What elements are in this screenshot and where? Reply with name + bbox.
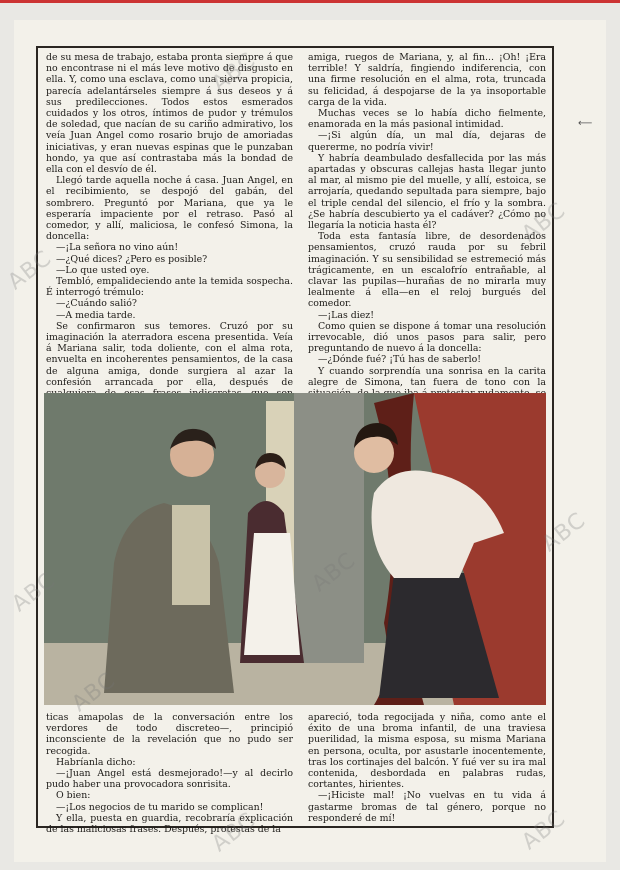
paragraph: Habríanla dicho: [56,756,136,768]
top-red-rule [0,0,620,3]
paragraph: Y ella, puesta en guardia, recobraría explicación de las maliciosas frases. Después, protestas de la [46,812,293,836]
watermark: ABC [67,667,121,718]
paragraph: apareció, toda regocijada y niña, como ante el éxito de una broma infantil, de una traviesa puerilidad, la misma esposa, su misma Mariana en persona, oculta, por asustarle inocentemente, tras los cortinajes del balcón. Y fué ver su ira mal contenida, desbordada en palabras rudas, cortantes, hirientes. [308,712,546,791]
text-column-top-right [308,52,546,392]
illus-man-vest [172,505,210,605]
dialogue-line: —¡Juan Angel está desmejorado!—y al decirlo pudo haber una provocadora sonrisita. [46,768,293,791]
paragraph: Y cuando sorprendía una sonrisa en la carita alegre de Simona, tan fuera de tono con la [308,365,546,388]
dialogue-line: —A media tarde. [56,309,136,321]
dialogue-line: —¿Dónde fué? ¡Tú has de saberlo! [318,354,482,366]
watermark: ABC [537,507,591,558]
dialogue-line: —¡Si algún día, un mal día, dejaras de quererme, no podría vivir! [308,130,546,153]
paragraph: O bien: [56,790,91,802]
dialogue-line: —¡La señora no vino aún! [56,242,179,254]
paragraph: Y habría deambulado desfallecida por las más apartadas y obscuras callejas hasta llegar junto al mar, al mismo pie del muelle, y allí, estoica, se arrojaría, quedando sepultada para siempre, bajo el triple cendal del silencio, el frío y la sombra. ¿Se habría descubierto ya el cadáver? ¿Cómo no llegaría la noticia hasta él? [308,152,546,232]
watermark: ABC [517,197,571,248]
paragraph: amiga, ruegos de Mariana, y, al fin... ¡Oh! ¡Era terrible! Y saldría, fingiendo indiferencia, con una firme resolución en el alma, rota, truncada su felicidad, á despojarse de la ya insoportable carga de la vida. [308,52,546,108]
watermark: ABC [307,547,361,598]
paragraph: ticas amapolas de la conversación entre los verdores de todo discreteo—, principió inconsciente de la revelación que no pudo ser recogida. [46,712,293,757]
watermark: ABC [207,47,261,98]
paragraph: de su mesa de trabajo, estaba pronta siempre á que no encontrase ni el más leve motivo de disgusto en ella. Y, como una esclava, como una sierva propicia, parecía adelantárseles siempre á sus deseos y á sus predilecciones. Todos estos esmerados cuidados y los otros, íntimos de pudor y trémulos de soledad, que nacían de su cariño admirativo, los veía Juan Angel como rosario brujo de amoriadas iniciativas, y eran nuevas espinas que le punzaban hondo, ya que así contrastaba más la bondad de ella con el desvío de él. [46,52,293,176]
dialogue-line: —¡Hiciste mal! ¡No vuelvas en tu vida á gastarme bromas de tal género, porque no responderé de mí! [308,790,546,824]
dialogue-line: —¡Las diez! [318,309,375,321]
paragraph: Tembló, empalideciendo ante la temida sospecha. É interrogó trémulo: [46,276,293,299]
watermark: ABC [7,567,61,618]
dialogue-line: —Lo que usted oye. [56,264,150,276]
illustration-scene [44,393,546,705]
paragraph: Como quien se dispone á tomar una resolución irrevocable, dió unos pasos para salir, pero preguntando de nuevo á la doncella: [308,320,546,355]
paragraph: Se confirmaron sus temores. Cruzó por su imaginación la aterradora escena presentida. Veía á Mariana salir, toda doliente, con el alma rota, envuelta en incoherentes pensamientos, de la casa de alguna amiga, donde surgiera al azar la confesión arrancada por ella, después de [46,320,293,388]
watermark: ABC [3,245,57,296]
text-column-bottom-right [308,712,546,824]
paragraph: Muchas veces se lo había dicho fielmente, enamorada en la más pasional intimidad. [308,108,546,131]
paragraph: Llegó tarde aquella noche á casa. Juan Angel, en el recibimiento, se despojó del gabán, del sombrero. Preguntó por Mariana, que ya le esperaría impaciente por el retraso. Pasó al comedor, y allí, maliciosa, le confesó Simona, la doncella: [46,175,293,243]
paragraph: Toda esta fantasía libre, de desordenados pensamientos, cruzó rauda por su febril imaginación. Y su sensibilidad se estremeció más trágicamente, en un escalofrío entrañable, al clavar las pupilas—hurañas de no mirarla muy lealmente á ella—en el reloj burgués del comedor. [308,231,546,310]
dialogue-line: —¡Los negocios de tu marido se complican! [56,801,264,813]
watermark: ABC [207,807,261,858]
illus-window-curtain [294,393,364,663]
watermark: ABC [517,805,571,856]
text-column-top-left [46,52,293,392]
dialogue-line: —¿Cuándo salió? [56,298,137,310]
margin-arrow-mark: ⟵ [578,118,593,129]
dialogue-line: —¿Qué dices? ¿Pero es posible? [56,253,208,265]
illustration-drawing [44,393,546,705]
